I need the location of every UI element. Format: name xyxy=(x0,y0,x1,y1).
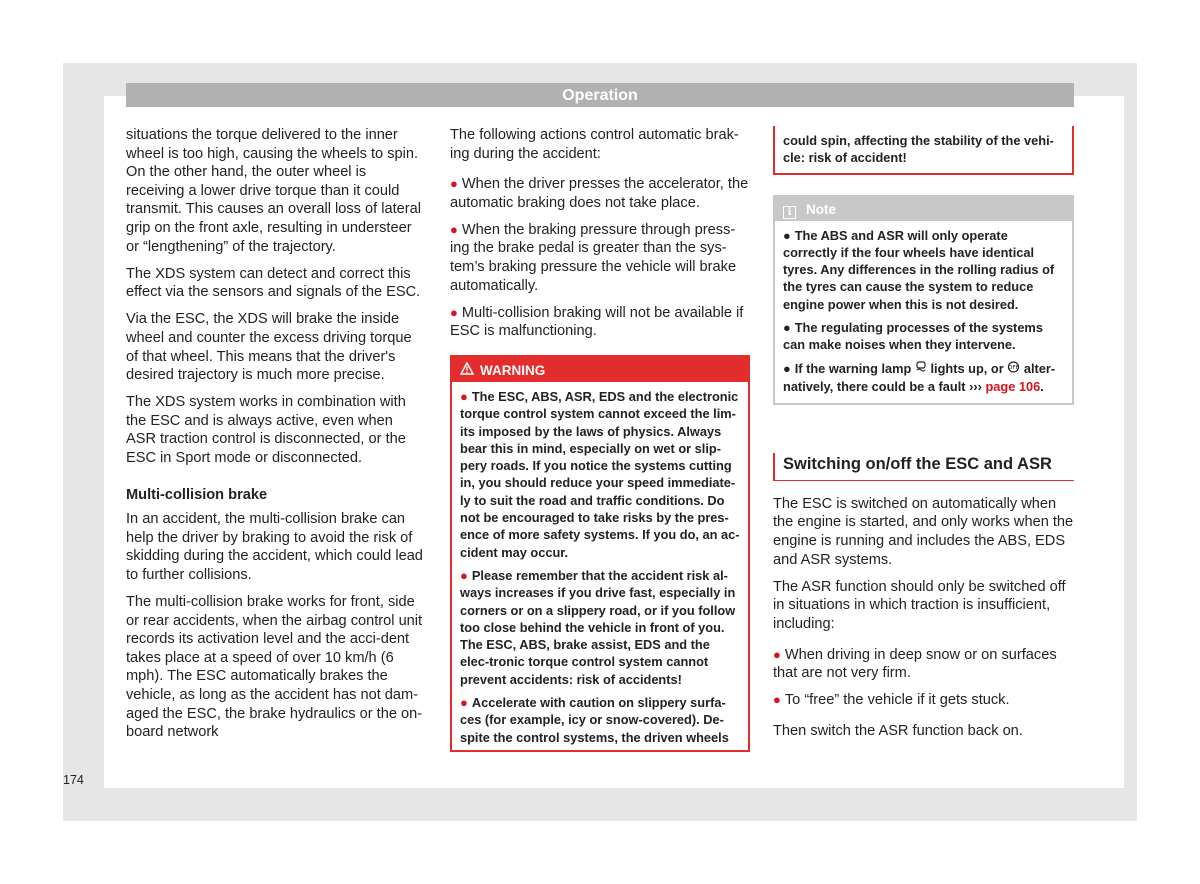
note-item-text: alter-natively, there could be a fault xyxy=(783,360,1056,394)
warning-item-text: The ESC, ABS, ASR, EDS and the electronic torque control system cannot exceed the lim-its imposed by the laws of physics. Always bear this in mind, especially on wet or slip-pery roads. If you notice the systems cutting in, you should reduce your speed immediate-ly to suit the road and traffic conditions. Do not be encouraged to take risks by the pres-ence of more safety systems. If you do, an ac-cident may occur. xyxy=(460,388,740,560)
list-item xyxy=(450,304,750,341)
bullet-icon: ● xyxy=(450,221,458,237)
page-number: 174 xyxy=(63,773,84,787)
note-item-text: . xyxy=(1040,378,1044,394)
list-item-text: When driving in deep snow or on surfaces that are not very firm. xyxy=(773,646,1057,682)
paragraph: Then switch the ASR function back on. xyxy=(773,722,1023,739)
note-box xyxy=(773,195,1074,406)
note-item-text: The ABS and ASR will only operate correctly if the four wheels have identical tyres. Any differences in the rolling radius of the tyres can cause the system to reduce engine power when this is not desired. xyxy=(783,227,1055,312)
bullet-icon: ● xyxy=(460,567,468,583)
note-item xyxy=(783,227,1064,313)
column-middle xyxy=(450,126,750,752)
list-item xyxy=(450,175,750,212)
bullet-icon: ● xyxy=(450,304,458,320)
note-body xyxy=(775,221,1072,404)
list-item xyxy=(450,221,750,295)
warning-box-continued: could spin, affecting the stability of the vehi-cle: risk of accident! xyxy=(773,126,1074,175)
paragraph: situations the torque delivered to the inner wheel is too high, causing the wheels to spin. On the other hand, the outer wheel is receiving a lower drive torque than it could transmit. This causes an overall loss of lateral grip on the front axle, resulting in understeer or “lengthening” of the trajectory. xyxy=(126,127,421,255)
warning-item xyxy=(460,567,740,688)
note-item-text: lights up, or xyxy=(930,360,1004,376)
paragraph: The multi-collision brake works for front, side or rear accidents, when the airbag control unit records its activation level and the acci-dent takes place at a speed of over 10 km/h (6 mph). The ESC automatically brakes the vehicle, as long as the accident has not dam-aged the ESC, the brake hydraulics or the on-board network xyxy=(126,594,423,741)
list-item-text: Multi-collision braking will not be available if ESC is malfunctioning. xyxy=(450,304,744,340)
bullet-icon: ● xyxy=(783,227,791,243)
bullet-icon: ● xyxy=(450,176,458,192)
paragraph: In an accident, the multi-collision brake can help the driver by braking to avoid the risk of skidding during the accident, which could lead to further collisions. xyxy=(126,511,423,583)
info-icon: i xyxy=(783,206,796,219)
esc-off-lamp-icon xyxy=(1007,362,1020,376)
section-title: Switching on/off the ESC and ASR xyxy=(773,453,1074,481)
note-header xyxy=(775,197,1072,221)
list-item-text: When the braking pressure through press-ing the brake pedal is greater than the sys-tem’s braking pressure the vehicle will brake automatically. xyxy=(450,221,737,294)
bullet-icon: ● xyxy=(783,320,791,336)
paragraph: The ASR function should only be switched off in situations in which traction is insufficient, including: xyxy=(773,578,1066,632)
note-item-text: The regulating processes of the systems can make noises when they intervene. xyxy=(783,320,1043,353)
list-item xyxy=(773,691,1074,710)
note-item xyxy=(783,360,1064,396)
note-title: Note xyxy=(806,201,836,217)
esc-warning-lamp-icon xyxy=(915,362,927,376)
paragraph: The XDS system works in combination with the ESC and is always active, even when ASR traction control is disconnected, or the ESC in Sport mode or disconnected. xyxy=(126,394,406,466)
paragraph: The ESC is switched on automatically when the engine is started, and only works when the engine is running and includes the ABS, EDS and ASR systems. xyxy=(773,495,1074,568)
subheading: Multi-collision brake xyxy=(126,486,268,503)
page-reference-link[interactable]: page 106 xyxy=(985,378,1041,394)
reference-arrow-icon: ››› xyxy=(969,378,982,394)
warning-item xyxy=(460,388,740,561)
note-item xyxy=(783,319,1064,354)
list-item-text: When the driver presses the accelerator, the automatic braking does not take place. xyxy=(450,176,749,211)
bullet-icon: ● xyxy=(783,360,791,376)
list-item xyxy=(773,646,1074,683)
warning-title: WARNING xyxy=(480,362,546,378)
warning-triangle-icon xyxy=(460,357,474,383)
warning-item xyxy=(460,694,740,746)
list-item-text: To “free” the vehicle if it gets stuck. xyxy=(784,692,1010,709)
note-item-text: If the warning lamp xyxy=(794,360,912,376)
warning-item-text: Accelerate with caution on slippery surfa-ces (for example, icy or snow-covered). De-spite the control systems, the driven wheels xyxy=(460,694,729,745)
bullet-icon: ● xyxy=(460,388,468,404)
section-header: Operation xyxy=(126,83,1074,107)
column-left xyxy=(126,126,426,750)
warning-body xyxy=(452,382,748,750)
warning-item-text: Please remember that the accident risk al-ways increases if you drive fast, especially in corners or on a slippery road, or if you follow too close behind the vehicle in front of you. The ESC, ABS, brake assist, EDS and the elec-tronic torque control system cannot prevent accidents: risk of accidents! xyxy=(460,567,736,687)
paragraph: Via the ESC, the XDS will brake the inside wheel and counter the excess driving torque of that wheel. This means that the driver's desired trajectory is much more precise. xyxy=(126,311,412,384)
bullet-icon: ● xyxy=(773,646,781,662)
svg-text:OFF: OFF xyxy=(1008,364,1020,371)
warning-box xyxy=(450,355,750,752)
paragraph: The following actions control automatic brak-ing during the accident: xyxy=(450,127,739,162)
bullet-icon: ● xyxy=(460,694,468,710)
column-right xyxy=(773,126,1074,749)
bullet-icon: ● xyxy=(773,692,781,708)
paragraph: The XDS system can detect and correct this effect via the sensors and signals of the ESC. xyxy=(126,265,421,301)
warning-header xyxy=(452,357,748,382)
